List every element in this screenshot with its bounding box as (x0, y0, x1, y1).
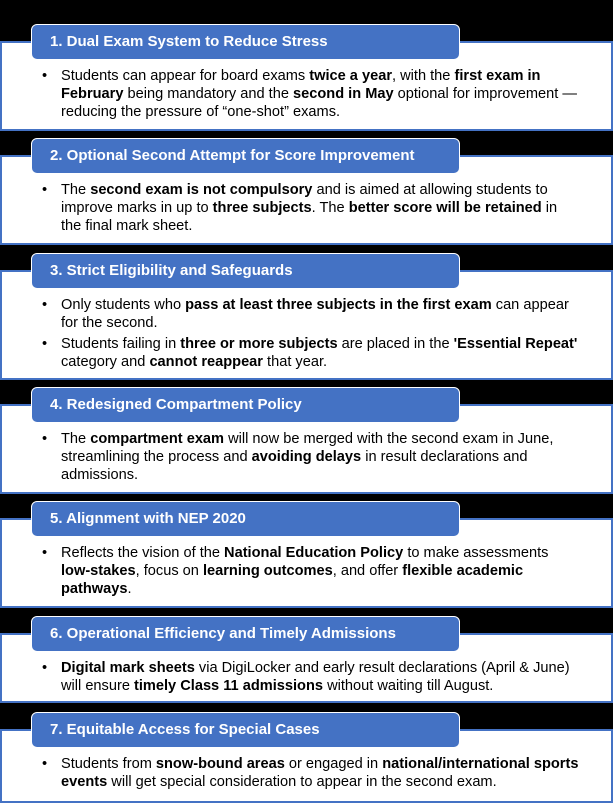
emphasis-text: pass at least three subjects in the first exam (185, 297, 492, 313)
section-2-title: 2. Optional Second Attempt for Score Improvement (31, 138, 460, 174)
emphasis-text: snow-bound areas (155, 756, 285, 772)
section-1-title: 1. Dual Exam System to Reduce Stress (31, 24, 460, 60)
emphasis-text: avoiding delays (251, 449, 362, 465)
bullet-item: • Students can appear for board exams twice a year, with the first exam in February being mandatory and the second in May optional for improvement — reducing the pressure of “one-shot” exams. (42, 67, 581, 121)
section-3-bullets (42, 296, 581, 374)
section-7-bullets (42, 755, 581, 794)
section-4-bullets (42, 430, 581, 487)
section-5-bullets (42, 544, 581, 601)
emphasis-text: first exam in February (61, 68, 541, 102)
emphasis-text: national/international sports events (61, 756, 579, 790)
bullet-item: • Digital mark sheets via DigiLocker and early result declarations (April & June) will ensure timely Class 11 admissions without waiting till August. (42, 659, 581, 695)
emphasis-text: three or more subjects (180, 336, 338, 352)
bullet-item: • The second exam is not compulsory and is aimed at allowing students to improve marks in up to three subjects. The better score will be retained in the final mark sheet. (42, 181, 581, 235)
section-4-title: 4. Redesigned Compartment Policy (31, 387, 460, 423)
emphasis-text: learning outcomes (202, 563, 333, 579)
bullet-item: • The compartment exam will now be merged with the second exam in June, streamlining the process and avoiding delays in result declarations and admissions. (42, 430, 581, 484)
emphasis-text: second in May (293, 86, 394, 102)
bullet-item: • Reflects the vision of the National Education Policy to make assessments low-stakes, focus on learning outcomes, and offer flexible academic pathways. (42, 544, 581, 598)
section-3-title: 3. Strict Eligibility and Safeguards (31, 253, 460, 289)
emphasis-text: Digital mark sheets (61, 660, 195, 676)
emphasis-text: flexible academic pathways (61, 563, 524, 597)
section-5-title: 5. Alignment with NEP 2020 (31, 501, 460, 537)
section-1-bullets (42, 67, 581, 124)
bullet-item: • Students from snow-bound areas or engaged in national/international sports events will get special consideration to appear in the second exam. (42, 755, 581, 791)
emphasis-text: timely Class 11 admissions (134, 678, 324, 694)
emphasis-text: low-stakes (61, 563, 136, 579)
emphasis-text: cannot reappear (149, 354, 263, 370)
section-6-bullets (42, 659, 581, 698)
emphasis-text: National Education Policy (224, 545, 404, 561)
bullet-item: • Students failing in three or more subjects are placed in the 'Essential Repeat' category and cannot reappear that year. (42, 335, 581, 371)
emphasis-text: 'Essential Repeat' (453, 336, 578, 352)
emphasis-text: twice a year (309, 68, 393, 84)
section-7-title: 7. Equitable Access for Special Cases (31, 712, 460, 748)
emphasis-text: second exam is not compulsory (90, 182, 313, 198)
emphasis-text: compartment exam (90, 431, 225, 447)
emphasis-text: three subjects (212, 200, 312, 216)
emphasis-text: better score will be retained (348, 200, 542, 216)
section-6-title: 6. Operational Efficiency and Timely Admissions (31, 616, 460, 652)
section-2-bullets (42, 181, 581, 238)
bullet-item: • Only students who pass at least three subjects in the first exam can appear for the second. (42, 296, 581, 332)
